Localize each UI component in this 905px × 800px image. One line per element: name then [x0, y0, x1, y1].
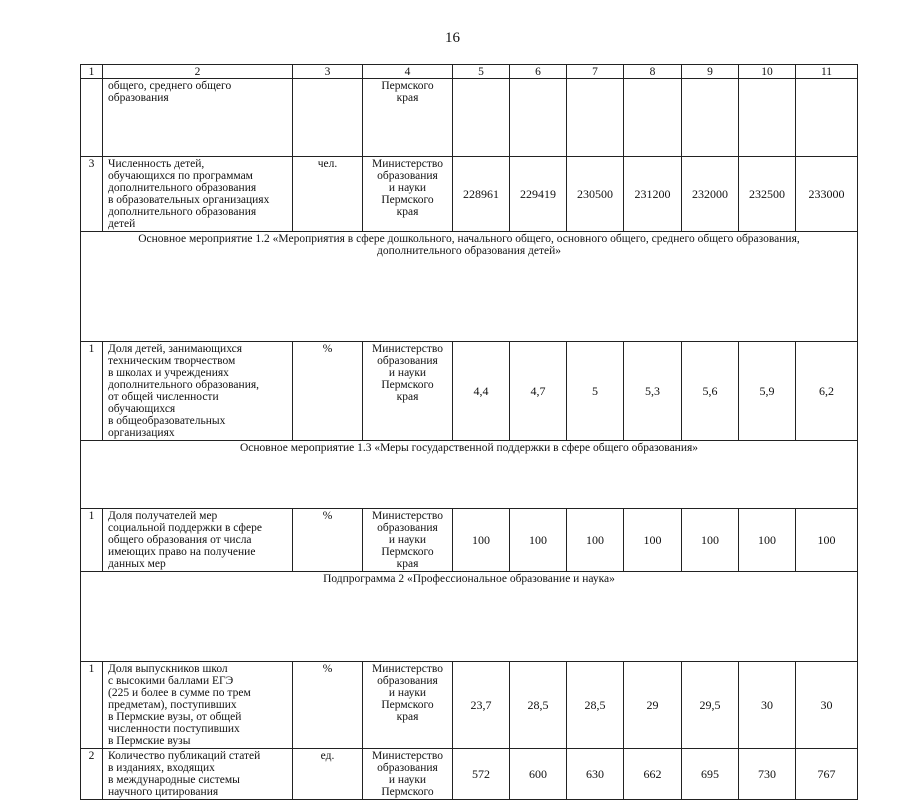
- value-cell: 23,7: [453, 662, 510, 749]
- responsible-cell: Пермского края: [363, 79, 453, 157]
- value-cell: 30: [796, 662, 858, 749]
- value-cell: 100: [739, 509, 796, 572]
- value-cell: 233000: [796, 157, 858, 232]
- value-cell: 100: [796, 509, 858, 572]
- value-cell: [453, 79, 510, 157]
- indicator-name-cell: Доля детей, занимающихся техническим творчеством в школах и учреждениях дополнительного образования, от общей численности обучающихся в общеобразовательных организациях: [103, 342, 293, 441]
- indicator-name-cell: Численность детей, обучающихся по программам дополнительного образования в образовательных организациях дополнительного образования детей: [103, 157, 293, 232]
- value-cell: 100: [682, 509, 739, 572]
- value-cell: 28,5: [567, 662, 624, 749]
- table-body: [81, 65, 858, 800]
- value-cell: 28,5: [510, 662, 567, 749]
- column-header: 5: [453, 65, 510, 79]
- table-row: [81, 79, 858, 157]
- value-cell: 767: [796, 749, 858, 800]
- value-cell: 100: [624, 509, 682, 572]
- indicator-name-cell: Доля получателей мер социальной поддержки в сфере общего образования от числа имеющих право на получение данных мер: [103, 509, 293, 572]
- unit-cell: чел.: [293, 157, 363, 232]
- value-cell: [739, 79, 796, 157]
- value-cell: 228961: [453, 157, 510, 232]
- value-cell: [796, 79, 858, 157]
- value-cell: 230500: [567, 157, 624, 232]
- column-header: 1: [81, 65, 103, 79]
- column-header: 7: [567, 65, 624, 79]
- row-number-cell: [81, 79, 103, 157]
- unit-cell: %: [293, 342, 363, 441]
- unit-cell: [293, 79, 363, 157]
- row-number-cell: 1: [81, 662, 103, 749]
- responsible-cell: Министерство образования и науки Пермского края: [363, 662, 453, 749]
- value-cell: 572: [453, 749, 510, 800]
- value-cell: 5,3: [624, 342, 682, 441]
- unit-cell: %: [293, 509, 363, 572]
- table-row: [81, 342, 858, 441]
- section-heading: Основное мероприятие 1.2 «Мероприятия в сфере дошкольного, начального общего, основного общего, среднего общего образования, дополнительного образования детей»: [81, 232, 858, 342]
- value-cell: 600: [510, 749, 567, 800]
- responsible-cell: Министерство образования и науки Пермского края: [363, 509, 453, 572]
- section-heading: Основное мероприятие 1.3 «Меры государственной поддержки в сфере общего образования»: [81, 441, 858, 509]
- value-cell: 662: [624, 749, 682, 800]
- indicator-name-cell: Доля выпускников школ с высокими баллами ЕГЭ (225 и более в сумме по трем предметам), поступивших в Пермские вузы, от общей численности поступивших в Пермские вузы: [103, 662, 293, 749]
- column-header: 9: [682, 65, 739, 79]
- value-cell: [624, 79, 682, 157]
- responsible-cell: Министерство образования и науки Пермского: [363, 749, 453, 800]
- section-heading: Подпрограмма 2 «Профессиональное образование и наука»: [81, 572, 858, 662]
- page-number: 16: [445, 30, 460, 46]
- row-number-cell: 2: [81, 749, 103, 800]
- column-header: 2: [103, 65, 293, 79]
- indicator-name-cell: Количество публикаций статей в изданиях, входящих в международные системы научного цитирования: [103, 749, 293, 800]
- value-cell: [510, 79, 567, 157]
- section-heading-row: [81, 232, 858, 342]
- value-cell: 695: [682, 749, 739, 800]
- value-cell: 630: [567, 749, 624, 800]
- value-cell: 730: [739, 749, 796, 800]
- value-cell: 232000: [682, 157, 739, 232]
- indicators-table: [80, 64, 858, 800]
- table-row: [81, 509, 858, 572]
- unit-cell: ед.: [293, 749, 363, 800]
- value-cell: 229419: [510, 157, 567, 232]
- column-header: 8: [624, 65, 682, 79]
- section-heading-row: [81, 441, 858, 509]
- indicator-name-cell: общего, среднего общего образования: [103, 79, 293, 157]
- row-number-cell: 3: [81, 157, 103, 232]
- table-row: [81, 662, 858, 749]
- row-number-cell: 1: [81, 509, 103, 572]
- header-row: [81, 65, 858, 79]
- value-cell: 5: [567, 342, 624, 441]
- value-cell: 100: [567, 509, 624, 572]
- unit-cell: %: [293, 662, 363, 749]
- value-cell: 4,7: [510, 342, 567, 441]
- value-cell: 232500: [739, 157, 796, 232]
- responsible-cell: Министерство образования и науки Пермского края: [363, 157, 453, 232]
- table-row: [81, 749, 858, 800]
- value-cell: 29,5: [682, 662, 739, 749]
- value-cell: 100: [453, 509, 510, 572]
- column-header: 4: [363, 65, 453, 79]
- value-cell: [682, 79, 739, 157]
- column-header: 6: [510, 65, 567, 79]
- column-header: 3: [293, 65, 363, 79]
- row-number-cell: 1: [81, 342, 103, 441]
- value-cell: 4,4: [453, 342, 510, 441]
- value-cell: 5,6: [682, 342, 739, 441]
- value-cell: 5,9: [739, 342, 796, 441]
- value-cell: 29: [624, 662, 682, 749]
- section-heading-row: [81, 572, 858, 662]
- responsible-cell: Министерство образования и науки Пермского края: [363, 342, 453, 441]
- value-cell: 100: [510, 509, 567, 572]
- column-header: 11: [796, 65, 858, 79]
- value-cell: [567, 79, 624, 157]
- value-cell: 6,2: [796, 342, 858, 441]
- table-row: [81, 157, 858, 232]
- value-cell: 231200: [624, 157, 682, 232]
- column-header: 10: [739, 65, 796, 79]
- value-cell: 30: [739, 662, 796, 749]
